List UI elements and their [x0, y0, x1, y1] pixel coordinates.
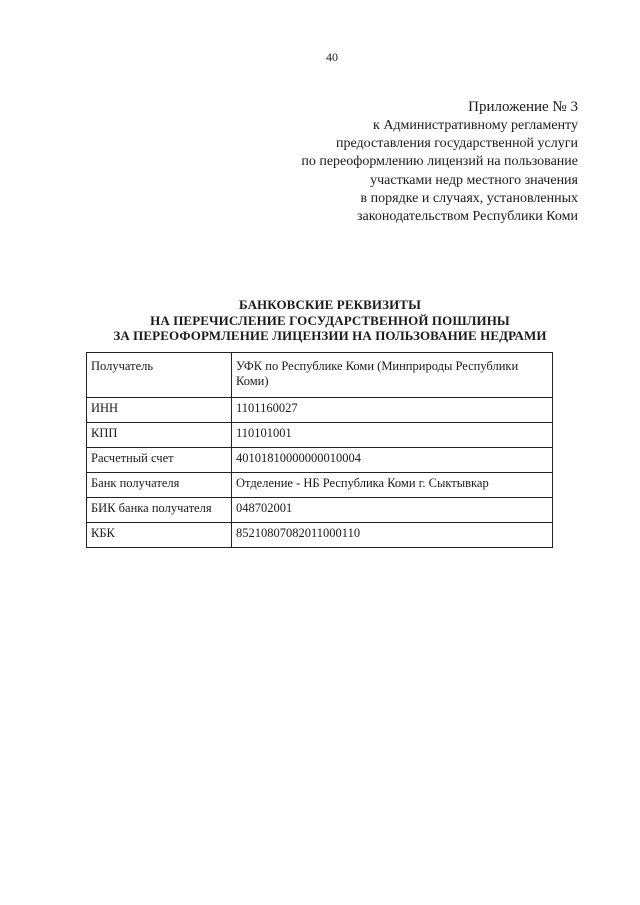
table-row: [87, 523, 553, 548]
row-value: 1101160027: [232, 398, 553, 423]
heading-line: БАНКОВСКИЕ РЕКВИЗИТЫ: [239, 297, 421, 312]
row-label: ИНН: [87, 398, 232, 423]
table-row: [87, 498, 553, 523]
row-label: Расчетный счет: [87, 448, 232, 473]
heading-line: ЗА ПЕРЕОФОРМЛЕНИЕ ЛИЦЕНЗИИ НА ПОЛЬЗОВАНИЕ НЕДРАМИ: [113, 328, 547, 343]
page-number: 40: [326, 50, 338, 64]
table-row: [87, 353, 553, 398]
bank-requisites-table: [86, 352, 553, 548]
appendix-line: в порядке и случаях, установленных: [360, 190, 578, 206]
row-label: КПП: [87, 423, 232, 448]
appendix-line: к Административному регламенту: [373, 118, 578, 133]
row-value: 85210807082011000110: [232, 523, 553, 548]
appendix-line: по переоформлению лицензий на пользование: [301, 154, 578, 170]
table-row: [87, 423, 553, 448]
row-label: Банк получателя: [87, 473, 232, 498]
row-label: БИК банка получателя: [87, 498, 232, 523]
appendix-line: законодательством Республики Коми: [357, 209, 578, 225]
table-row: [87, 473, 553, 498]
table-row: [87, 398, 553, 423]
row-value: 110101001: [232, 423, 553, 448]
appendix-title: Приложение № 3: [468, 99, 578, 115]
appendix-block: [218, 97, 578, 226]
row-value: 048702001: [232, 498, 553, 523]
appendix-line: участками недр местного значения: [370, 172, 578, 188]
heading-line: НА ПЕРЕЧИСЛЕНИЕ ГОСУДАРСТВЕННОЙ ПОШЛИНЫ: [150, 312, 510, 328]
row-label: КБК: [87, 523, 232, 548]
appendix-line: предоставления государственной услуги: [336, 136, 578, 152]
row-value: 40101810000000010004: [232, 448, 553, 473]
row-label: Получатель: [87, 353, 232, 398]
document-heading: [60, 297, 600, 344]
row-value: Отделение - НБ Республика Коми г. Сыктывкар: [232, 473, 553, 498]
table-row: [87, 448, 553, 473]
row-value: УФК по Республике Коми (Минприроды Республики Коми): [232, 353, 553, 398]
